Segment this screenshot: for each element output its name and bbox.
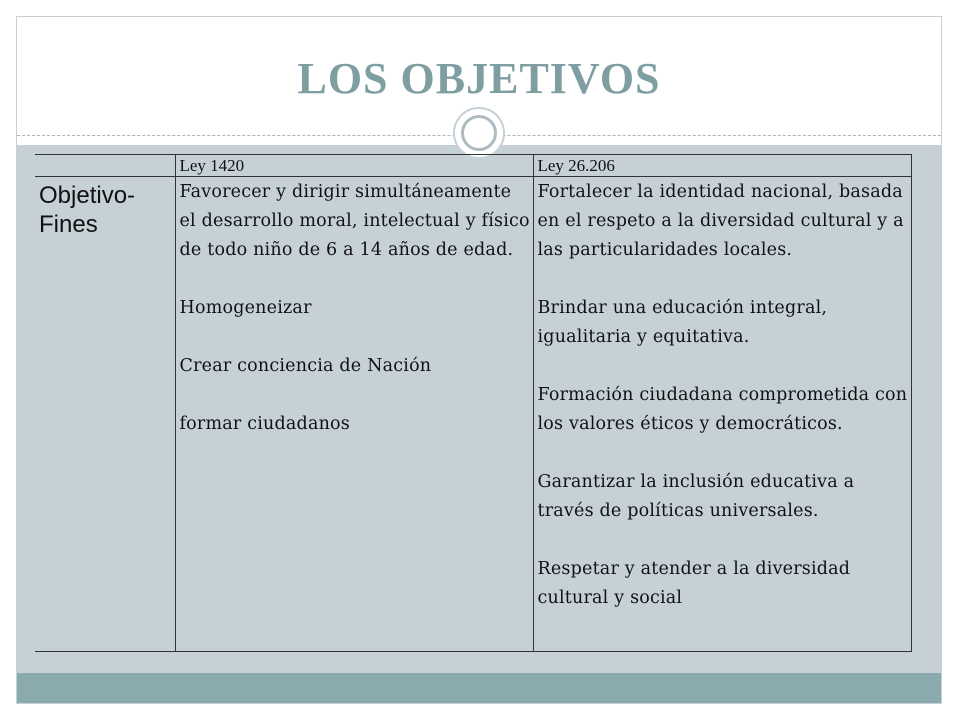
table-header-row: [35, 155, 911, 177]
header-empty-cell: [35, 155, 175, 177]
slide-title: LOS OBJETIVOS: [297, 54, 661, 103]
objectives-table: [35, 154, 912, 652]
ley-26206-item: Respetar y atender a la diversidad cultural y social: [537, 559, 851, 608]
header-ley-1420: Ley 1420: [175, 155, 533, 177]
ley-1420-item: Homogeneizar: [179, 298, 312, 318]
ley-26206-item: Fortalecer la identidad nacional, basada en el respeto a la diversidad cultural y a las particularidades locales.: [537, 182, 904, 260]
decorative-circle-icon: [453, 107, 505, 159]
ley-26206-item: Brindar una educación integral, igualitaria y equitativa.: [537, 298, 828, 347]
ley-1420-cell: [175, 177, 533, 652]
ley-26206-item: Garantizar la inclusión educativa a través de políticas universales.: [537, 472, 855, 521]
ley-1420-item: Favorecer y dirigir simultáneamente el desarrollo moral, intelectual y físico de todo niño de 6 a 14 años de edad.: [179, 182, 530, 260]
row-label-line-1: Objetivo-: [39, 182, 136, 209]
decorative-circle-inner: [461, 115, 497, 151]
footer-bar: [17, 673, 941, 703]
ley-26206-item: Formación ciudadana comprometida con los valores éticos y democráticos.: [537, 385, 908, 434]
ley-26206-cell: [533, 177, 911, 652]
row-label-cell: [35, 177, 175, 652]
slide: [16, 16, 942, 704]
header-ley-26206: Ley 26.206: [533, 155, 911, 177]
row-label-line-2: Fines: [39, 211, 98, 238]
row-label: [39, 181, 175, 239]
ley-1420-item: formar ciudadanos: [179, 414, 350, 434]
ley-1420-item: Crear conciencia de Nación: [179, 356, 432, 376]
table-row: [35, 177, 911, 652]
